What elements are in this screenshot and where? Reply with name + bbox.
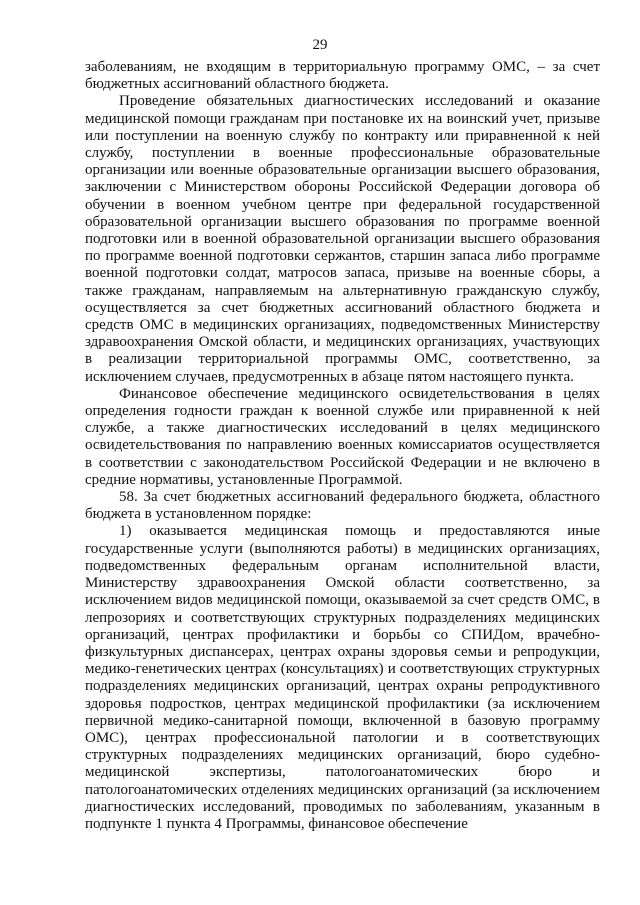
paragraph: Проведение обязательных диагностических исследований и оказание медицинской помощи гражданам при постановке их на воинский учет, призыве или поступлении на военную службу по контракту или приравненной к ней службу, поступлении в военные профессиональные образовательные организации или военные образовательные организации высшего образования, заключении с Министерством обороны Российской Федерации договора об обучении в военном учебном центре при федеральной государственной образовательной организации высшего образования по программе военной подготовки или в военной образовательной организации высшего образования по программе военной подготовки сержантов, старшин запаса либо программе военной подготовки солдат, матросов запаса, призыве на военные сборы, а также гражданам, направляемым на альтернативную гражданскую службу, осуществляется за счет бюджетных ассигнований областного бюджета и средств ОМС в медицинских организациях, подведомственных Министерству здравоохранения Омской области, и медицинских организациях, участвующих в реализации территориальной программы ОМС, соответственно, за исключением случаев, предусмотренных в абзаце пятом настоящего пункта. — [85, 93, 600, 385]
paragraph: 58. За счет бюджетных ассигнований федерального бюджета, областного бюджета в установленном порядке: — [85, 489, 600, 523]
paragraph: заболеваниям, не входящим в территориальную программу ОМС, – за счет бюджетных ассигнований областного бюджета. — [85, 59, 600, 93]
page-number: 29 — [312, 37, 328, 53]
paragraph: Финансовое обеспечение медицинского освидетельствования в целях определения годности граждан к военной службе или приравненной к ней службе, а также диагностических исследований в целях медицинского освидетельствования по направлению военных комиссариатов осуществляется в соответствии с законодательством Российской Федерации и не включено в средние нормативы, установленные Программой. — [85, 385, 600, 488]
paragraph: 1) оказывается медицинская помощь и предоставляются иные государственные услуги (выполняются работы) в медицинских организациях, подведомственных федеральным органам исполнительной власти, Министерству здравоохранения Омской области соответственно, за исключением видов медицинской помощи, оказываемой за счет средств ОМС, в лепрозориях и соответствующих структурных подразделениях медицинских организаций, центрах профилактики и борьбы со СПИДом, врачебно-физкультурных диспансерах, центрах охраны здоровья семьи и репродукции, медико-генетических центрах (консультациях) и соответствующих структурных подразделениях медицинских организаций, центрах охраны репродуктивного здоровья подростков, центрах медицинской профилактики (за исключением первичной медико-санитарной помощи, включенной в базовую программу ОМС), центрах профессиональной патологии и в соответствующих структурных подразделениях медицинских организаций, бюро судебно-медицинской экспертизы, патологоанатомических бюро и патологоанатомических отделениях медицинских организаций (за исключением диагностических исследований, проводимых по заболеваниям, указанным в подпункте 1 пункта 4 Программы, финансовое обеспечение — [85, 523, 600, 832]
document-body — [85, 59, 600, 833]
